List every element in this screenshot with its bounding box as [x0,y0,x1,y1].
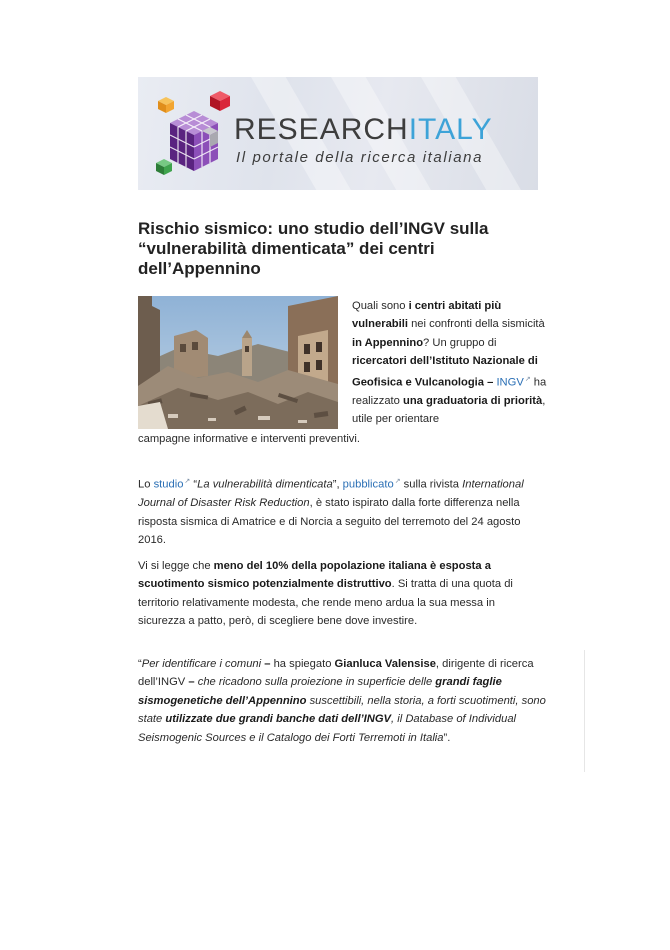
studio-link[interactable]: studio [153,478,184,491]
study-paragraph [138,473,538,549]
quote-italic-text: , il Database of Individual Seismogenic Sources e il Catalogo dei Forti Terremoti in Italia [138,713,517,744]
ingv-link[interactable]: INGV [496,376,524,389]
quote-text: ”. [443,731,451,744]
paragraph-bold-text: meno del 10% della popolazione italiana è esposta a scuotimento sismico potenzialmente distruttivo [138,560,491,591]
intro-text: , utile per orientare [352,394,546,426]
quote-italic-text: Per identificare i comuni [141,658,262,670]
quote-bold-italic-text: utilizzate due grandi banche dati dell’INGV [165,713,392,726]
quote-italic-text: che ricadono sulla proiezione in superficie delle [197,676,436,689]
brand-italy: ITALY [408,113,493,146]
earthquake-rubble-photo [138,296,338,429]
journal-name: International Journal of Disaster Risk Reduction [138,478,524,510]
pubblicato-link[interactable]: pubblicato [342,478,394,491]
intro-bold-text: i centri abitati più vulnerabili [352,300,502,331]
speaker-name: Gianluca Valensise [334,658,436,670]
quote-text: , dirigente di ricerca dell’INGV [138,658,534,689]
quote-text: “ [138,658,142,670]
paragraph-text: “ [190,478,198,491]
intro-text: Quali sono [352,300,409,312]
study-title: La vulnerabilità dimenticata [197,478,333,491]
paragraph-text: . Si tratta di una quota di territorio relativamente modesta, che rende meno ardua la sua messa in sicurezza a patto, però, di scegliere bene dove investire. [138,578,513,628]
quote-italic-text: suscettibili, nella storia, a forti scuotimenti, sono state [138,694,546,726]
quote-bold-text: – [261,658,274,670]
brand-logo-text [234,115,493,145]
intro-bold-text: in Appennino [352,336,424,349]
quote-paragraph [138,655,548,747]
quote-bold-text: – [188,676,198,689]
quote-divider [584,650,585,772]
external-link-icon: ↗ [394,478,401,485]
intro-text: nei confronti della sismicità [407,318,545,331]
brand-research: RESEARCH [234,113,409,146]
intro-text: ? Un gruppo di [423,336,497,349]
cube-logo-icon [148,89,236,181]
article-title: Rischio sismico: uno studio dell’INGV sulla “vulnerabilità dimenticata” dei centri dell’Appennino [138,219,489,278]
external-link-icon: ↗ [524,375,531,383]
brand-tagline: Il portale della ricerca italiana [236,149,484,166]
paragraph-text: Vi si legge che [138,560,214,572]
orange-cube [158,97,174,113]
external-link-icon: ↗ [184,478,191,485]
purple-cube [170,111,218,171]
researchitaly-banner[interactable] [138,77,538,190]
paragraph-text: Lo [138,478,154,491]
intro-text: ha realizzato [352,376,547,407]
intro-bold-text: una graduatoria di priorità [403,394,543,407]
paragraph-text: , è stato ispirato dalla forte differenza nella risposta sismica di Amatrice e di Norcia a seguito del terremoto del 24 agosto 2016. [138,497,521,546]
intro-paragraph-continued: campagne informative e interventi preventivi. [138,433,360,445]
paragraph-text: sulla rivista [400,478,463,491]
intro-paragraph [352,297,552,429]
quote-text: ha spiegato [273,658,335,670]
intro-bold-text: ricercatori dell’Istituto Nazionale di Geofisica e Vulcanologia – [352,355,538,389]
green-cube [156,159,172,175]
red-cube [210,91,230,111]
paragraph-text: ”, [332,478,343,491]
quote-bold-italic-text: grandi faglie sismogenetiche dell’Appennino [138,676,502,707]
exposure-paragraph [138,557,538,631]
